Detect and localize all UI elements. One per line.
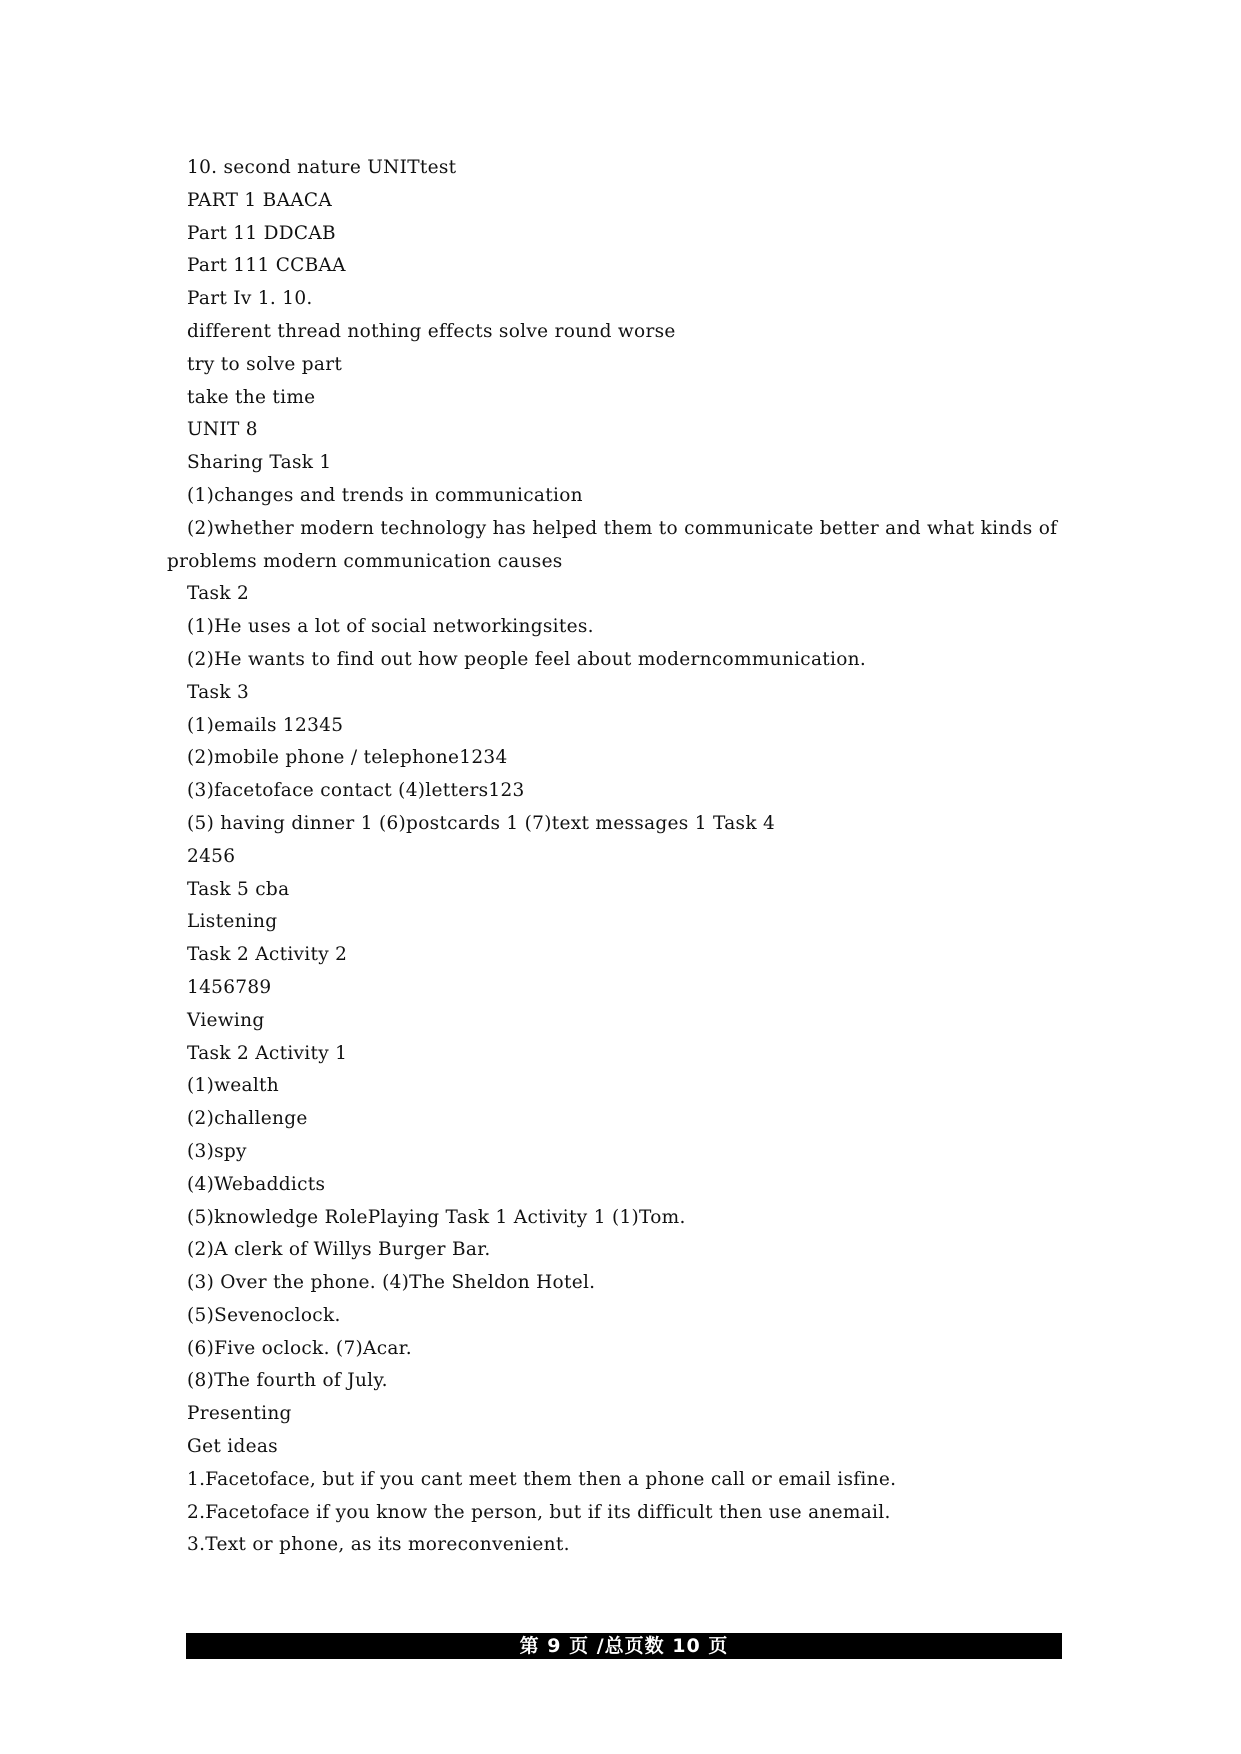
text-line: take the time	[187, 386, 316, 408]
text-line: Part 11 DDCAB	[187, 222, 336, 244]
text-line: (2)whether modern technology has helped them to communicate better and what kinds of	[187, 517, 1058, 539]
text-line: (5)knowledge RolePlaying Task 1 Activity 1 (1)Tom.	[187, 1206, 686, 1228]
text-line: PART 1 BAACA	[187, 189, 333, 211]
text-line: Task 2 Activity 2	[187, 944, 348, 966]
text-line: Task 5 cba	[187, 878, 290, 900]
page-number: 第 9 页 /总页数 10 页	[519, 1635, 729, 1657]
text-line: (1)He uses a lot of social networkingsites.	[187, 616, 594, 638]
text-line: (1)emails 12345	[187, 714, 344, 736]
text-line: Task 2 Activity 1	[187, 1042, 348, 1064]
text-line: Sharing Task 1	[187, 452, 332, 474]
text-line: (3)facetoface contact (4)letters123	[187, 780, 525, 802]
text-line: (1)wealth	[187, 1075, 279, 1097]
document-body	[167, 152, 1067, 1562]
unit-heading: UNIT 8	[187, 419, 258, 441]
text-line: 2.Facetoface if you know the person, but if its difficult then use anemail.	[187, 1501, 891, 1523]
text-line: (5)Sevenoclock.	[187, 1304, 341, 1326]
section-heading: Presenting	[187, 1403, 292, 1425]
text-line: Task 2	[187, 583, 250, 605]
text-line: (8)The fourth of July.	[187, 1370, 388, 1392]
text-line: 1.Facetoface, but if you cant meet them then a phone call or email isfine.	[187, 1468, 897, 1490]
text-line: (4)Webaddicts	[187, 1173, 326, 1195]
text-line: (5) having dinner 1 (6)postcards 1 (7)text messages 1 Task 4	[187, 812, 776, 834]
section-heading: Listening	[187, 911, 278, 933]
text-line: Task 3	[187, 681, 250, 703]
text-line: (1)changes and trends in communication	[187, 484, 583, 506]
text-line: (2)He wants to find out how people feel about moderncommunication.	[187, 648, 867, 670]
text-line: different thread nothing effects solve round worse	[187, 320, 676, 342]
text-line: (2)mobile phone / telephone1234	[187, 747, 508, 769]
text-line: 3.Text or phone, as its moreconvenient.	[187, 1534, 570, 1556]
text-line: Get ideas	[187, 1436, 278, 1458]
section-heading: Viewing	[187, 1009, 265, 1031]
text-line: (6)Five oclock. (7)Acar.	[187, 1337, 412, 1359]
text-line: 10. second nature UNITtest	[187, 157, 457, 178]
text-line: (3) Over the phone. (4)The Sheldon Hotel.	[187, 1272, 596, 1294]
text-line: (2)challenge	[187, 1108, 308, 1130]
page-footer-bar	[186, 1633, 1062, 1659]
text-line: try to solve part	[187, 353, 343, 375]
text-line: Part Iv 1. 10.	[187, 288, 313, 310]
text-line: (2)A clerk of Willys Burger Bar.	[187, 1239, 491, 1261]
text-line-continued: problems modern communication causes	[167, 550, 563, 572]
text-line: 2456	[187, 845, 236, 867]
text-line: Part 111 CCBAA	[187, 255, 346, 277]
text-line: (3)spy	[187, 1140, 247, 1162]
text-line: 1456789	[187, 976, 272, 998]
